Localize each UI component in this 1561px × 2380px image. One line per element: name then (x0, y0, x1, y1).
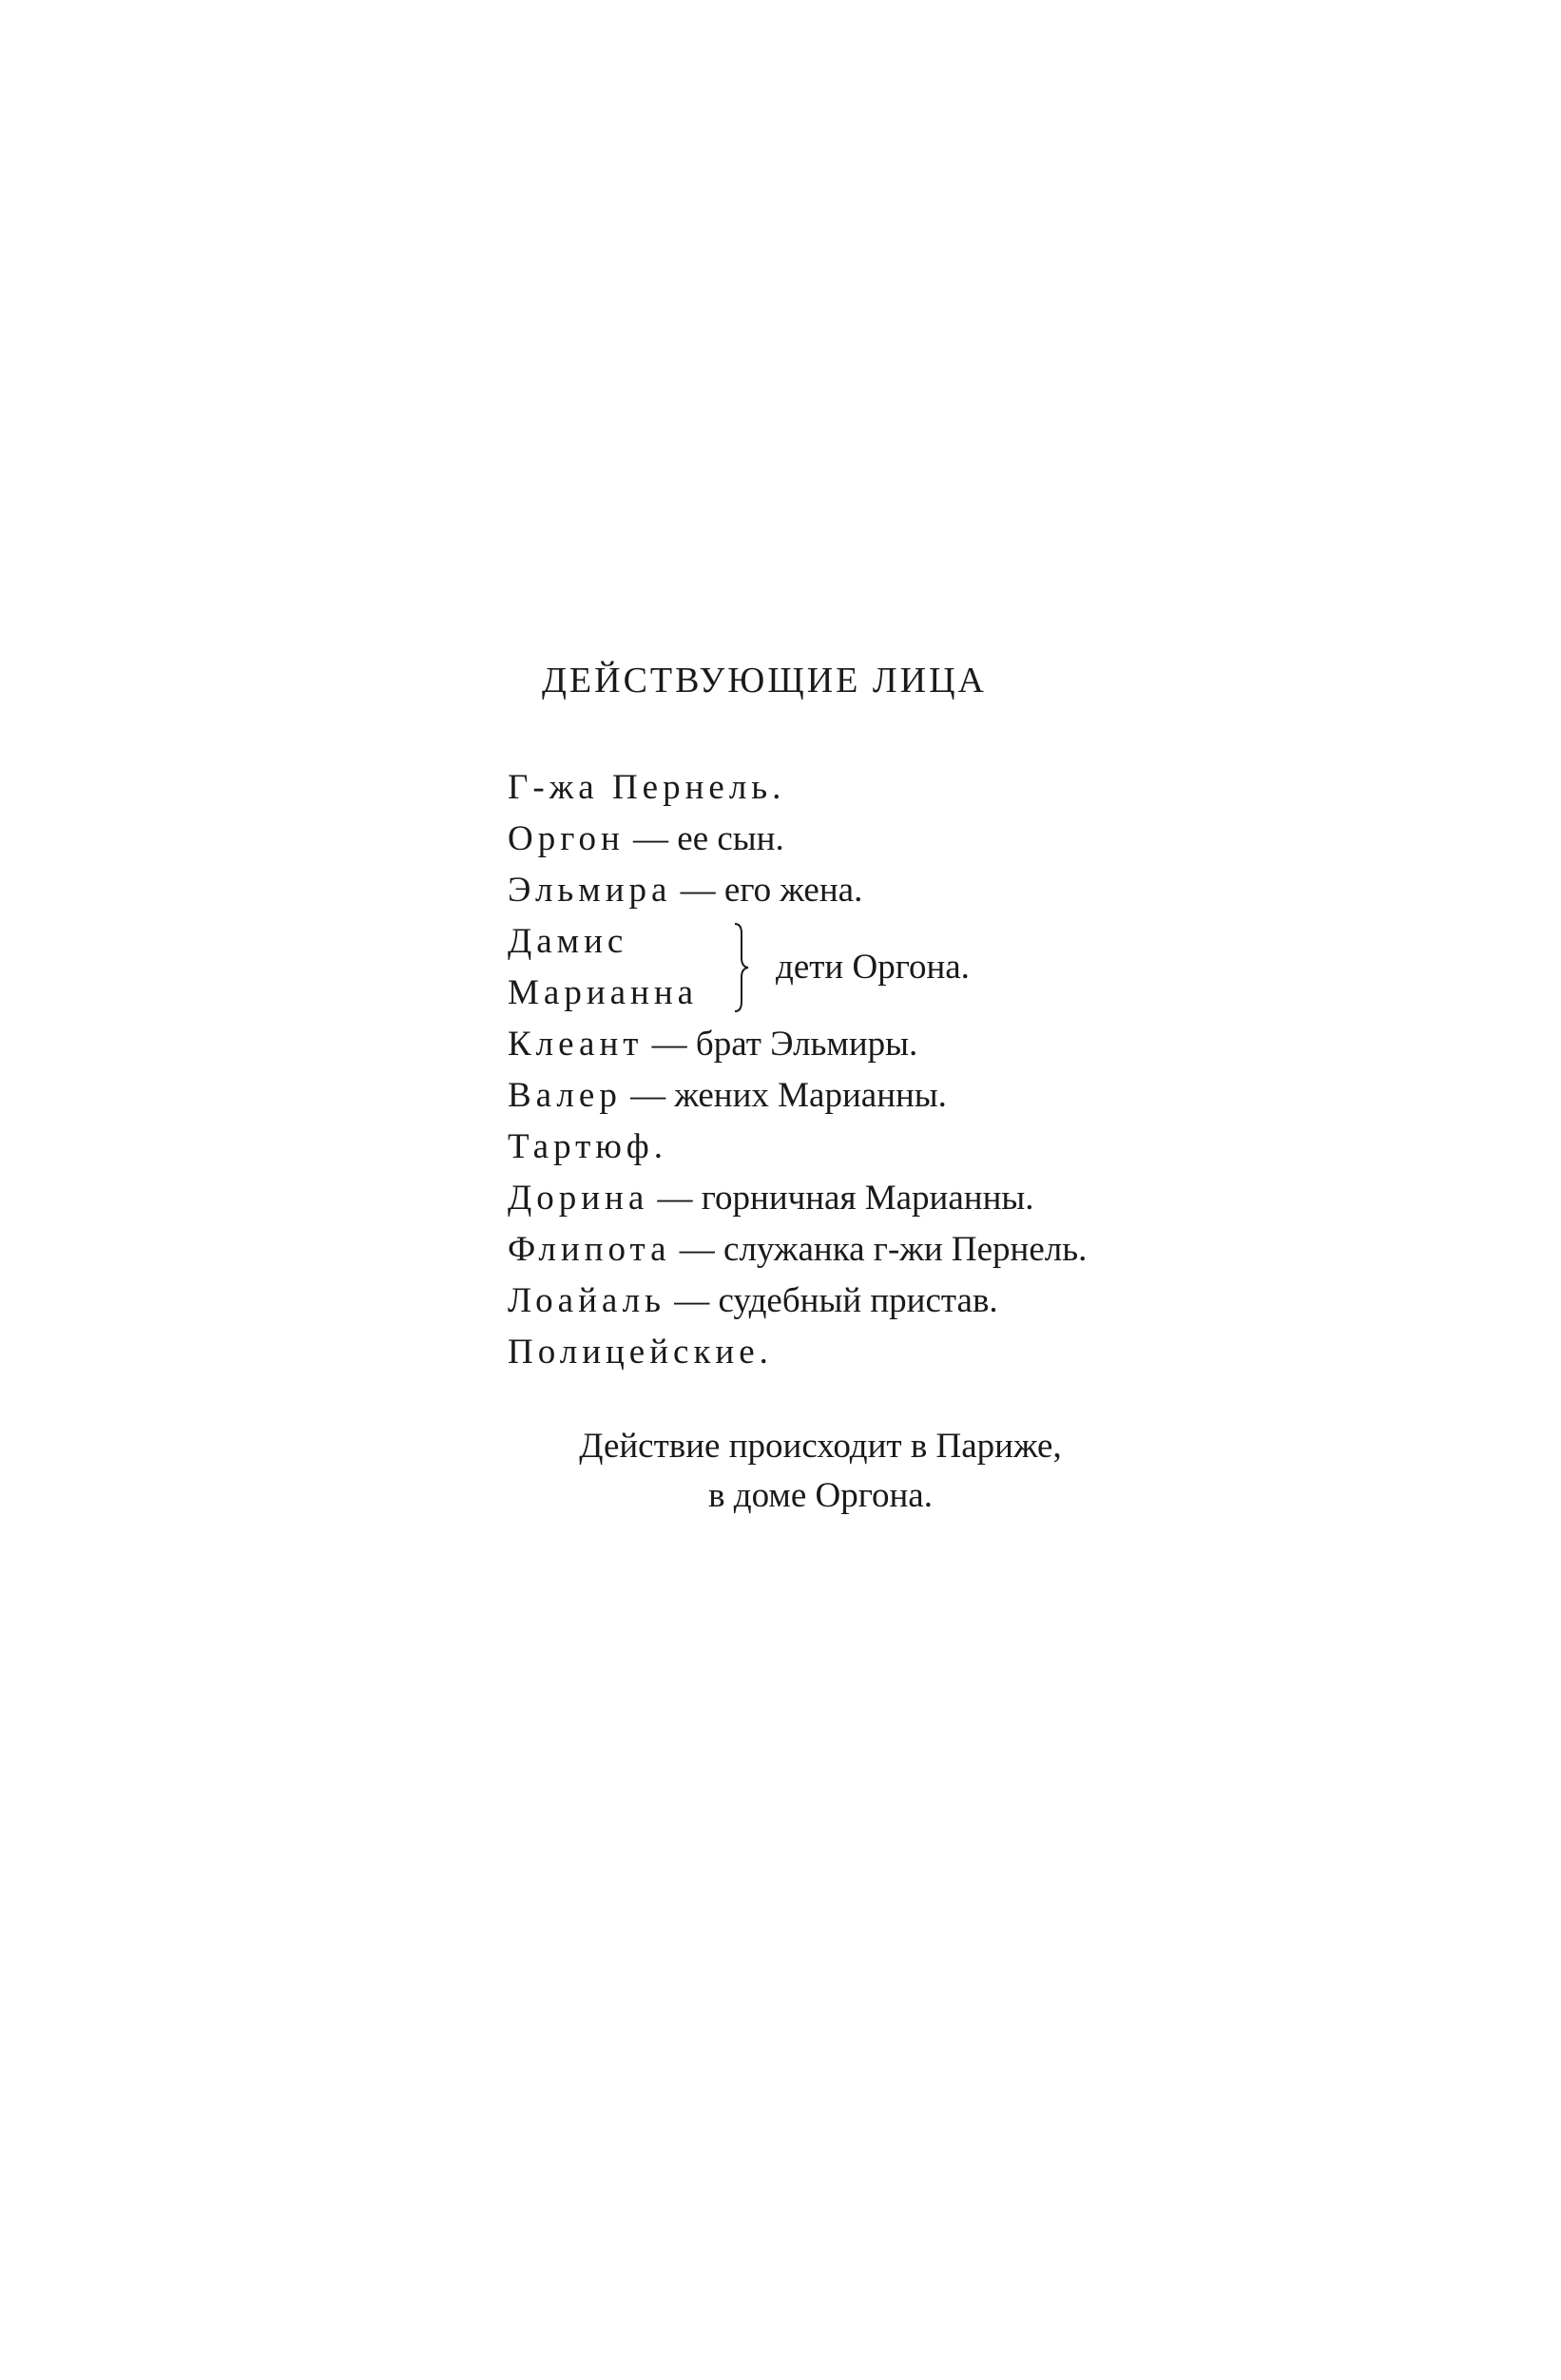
cast-item (508, 1224, 1230, 1276)
separator: — (670, 1230, 724, 1269)
character-desc: . (653, 1127, 663, 1166)
character-desc: горничная Марианны. (701, 1179, 1034, 1218)
character-name: Валер (508, 1076, 622, 1115)
character-desc: жених Марианны. (674, 1076, 947, 1115)
character-desc: судебный пристав. (718, 1281, 998, 1320)
group-desc: дети Оргона. (776, 948, 970, 987)
character-name: Марианна (508, 973, 699, 1012)
cast-item (508, 1019, 1230, 1070)
character-name: Эльмира (508, 871, 672, 910)
character-desc: брат Эльмиры. (695, 1025, 918, 1064)
cast-item (508, 814, 1230, 865)
cast-group-children (508, 916, 1230, 1019)
cast-item (508, 1173, 1230, 1224)
character-name: Дорина (508, 1179, 649, 1218)
separator: — (643, 1025, 696, 1064)
separator: — (624, 819, 678, 858)
right-brace-icon (733, 922, 750, 1013)
character-name: Флипота (508, 1230, 671, 1269)
separator: — (648, 1179, 702, 1218)
cast-item (508, 1070, 1230, 1122)
character-name: Г-жа Пернель (508, 768, 773, 807)
cast-item (508, 865, 1230, 916)
cast-item (508, 1276, 1230, 1327)
separator: — (621, 1076, 675, 1115)
character-desc: . (772, 768, 781, 807)
cast-item (508, 762, 1230, 814)
character-name: Дамис (508, 922, 628, 961)
separator: — (665, 1281, 719, 1320)
cast-item (508, 1122, 1230, 1173)
character-desc: ее сын. (677, 819, 784, 858)
setting-line-2: в доме Оргона. (708, 1476, 933, 1515)
character-desc: служанка г-жи Пернель. (723, 1230, 1088, 1269)
separator: — (671, 871, 724, 910)
character-name: Тартюф (508, 1127, 654, 1166)
character-name: Лоайаль (508, 1281, 665, 1320)
character-name: Оргон (508, 819, 625, 858)
character-name: Полицейские (508, 1333, 760, 1372)
cast-list (508, 762, 1230, 1378)
character-desc: . (759, 1333, 768, 1372)
page-heading: ДЕЙСТВУЮЩИЕ ЛИЦА (542, 661, 987, 701)
setting-line-1: Действие происходит в Париже, (579, 1427, 1062, 1466)
cast-item (508, 1327, 1230, 1378)
character-desc: его жена. (723, 871, 863, 910)
character-name: Клеант (508, 1025, 644, 1064)
